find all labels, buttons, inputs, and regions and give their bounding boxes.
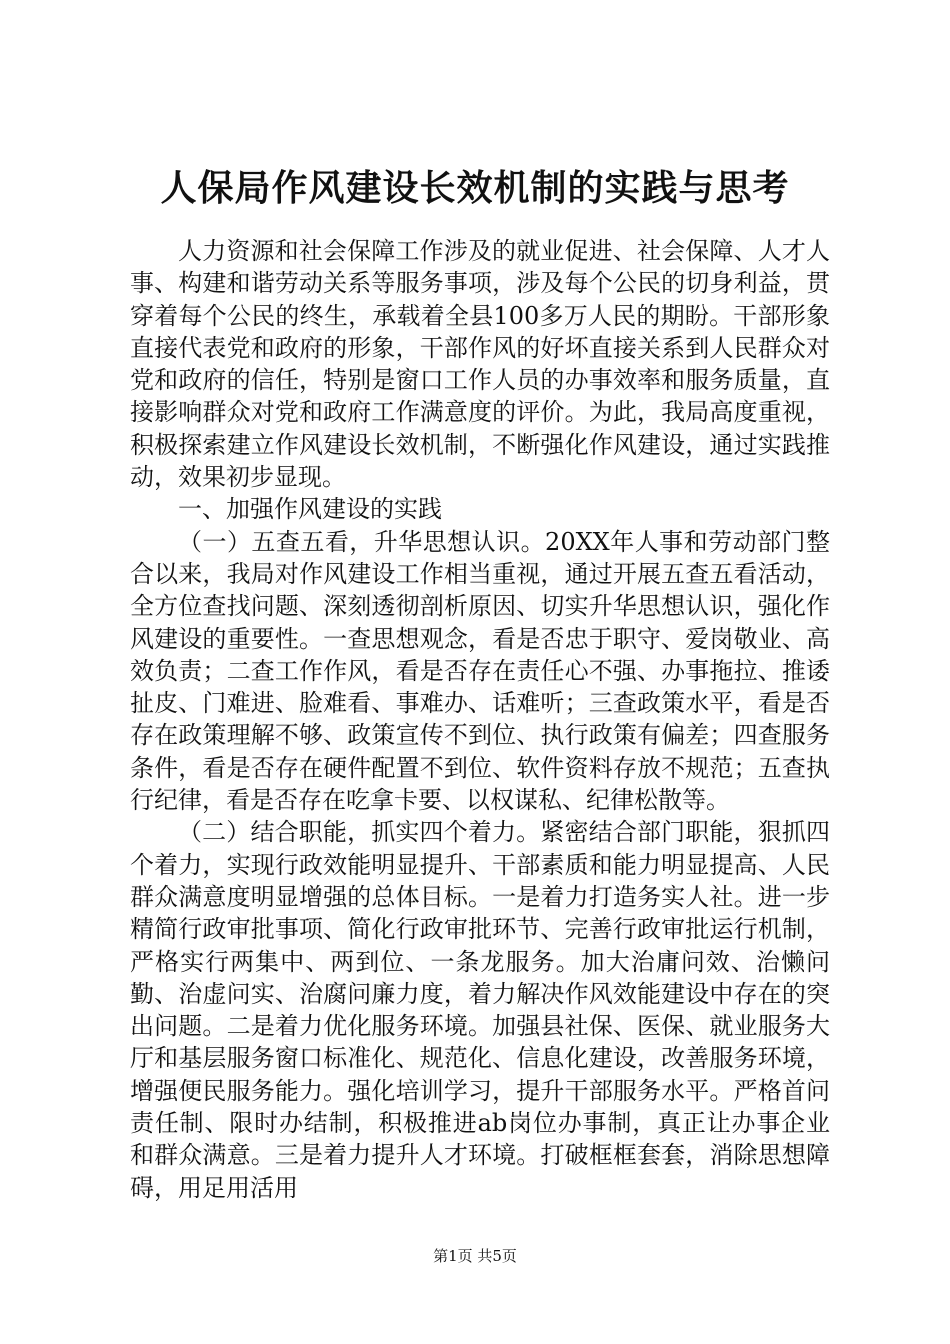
document-title: 人保局作风建设长效机制的实践与思考 xyxy=(160,167,790,209)
subsection-paragraph-1: （一）五查五看，升华思想认识。20XX年人事和劳动部门整合以来，我局对作风建设工作相当重视，通过开展五查五看活动，全方位查找问题、深刻透彻剖析原因、切实升华思想认识，强化作风建设的重要性。一查思想观念，看是否忠于职守、爱岗敬业、高效负责；二查工作作风，看是否存在责任心不强、办事拖拉、推诿扯皮、门难进、脸难看、事难办、话难听；三查政策水平，看是否存在政策理解不够、政策宣传不到位、执行政策有偏差；四查服务条件，看是否存在硬件配置不到位、软件资料存放不规范；五查执行纪律，看是否存在吃拿卡要、以权谋私、纪律松散等。 xyxy=(130,527,830,815)
page-number: 第1页 共5页 xyxy=(433,1247,517,1265)
subsection-paragraph-2: （二）结合职能，抓实四个着力。紧密结合部门职能，狠抓四个着力，实现行政效能明显提升、干部素质和能力明显提高、人民群众满意度明显增强的总体目标。一是着力打造务实人社。进一步精简行政审批事项、简化行政审批环节、完善行政审批运行机制，严格实行两集中、两到位、一条龙服务。加大治庸问效、治懒问勤、治虚问实、治腐问廉力度，着力解决作风效能建设中存在的突出问题。二是着力优化服务环境。加强县社保、医保、就业服务大厅和基层服务窗口标准化、规范化、信息化建设，改善服务环境，增强便民服务能力。强化培训学习，提升干部服务水平。严格首问责任制、限时办结制，积极推进ab岗位办事制，真正让办事企业和群众满意。三是着力提升人才环境。打破框框套套，消除思想障碍，用足用活用 xyxy=(130,818,830,1202)
intro-paragraph: 人力资源和社会保障工作涉及的就业促进、社会保障、人才人事、构建和谐劳动关系等服务事项，涉及每个公民的切身利益，贯穿着每个公民的终生，承载着全县100多万人民的期盼。干部形象直接代表党和政府的形象，干部作风的好坏直接关系到人民群众对党和政府的信任，特别是窗口工作人员的办事效率和服务质量，直接影响群众对党和政府工作满意度的评价。为此，我局高度重视，积极探索建立作风建设长效机制，不断强化作风建设，通过实践推动，效果初步显现。 xyxy=(130,237,830,492)
section-heading: 一、加强作风建设的实践 xyxy=(178,495,442,524)
document-body xyxy=(130,235,830,1204)
